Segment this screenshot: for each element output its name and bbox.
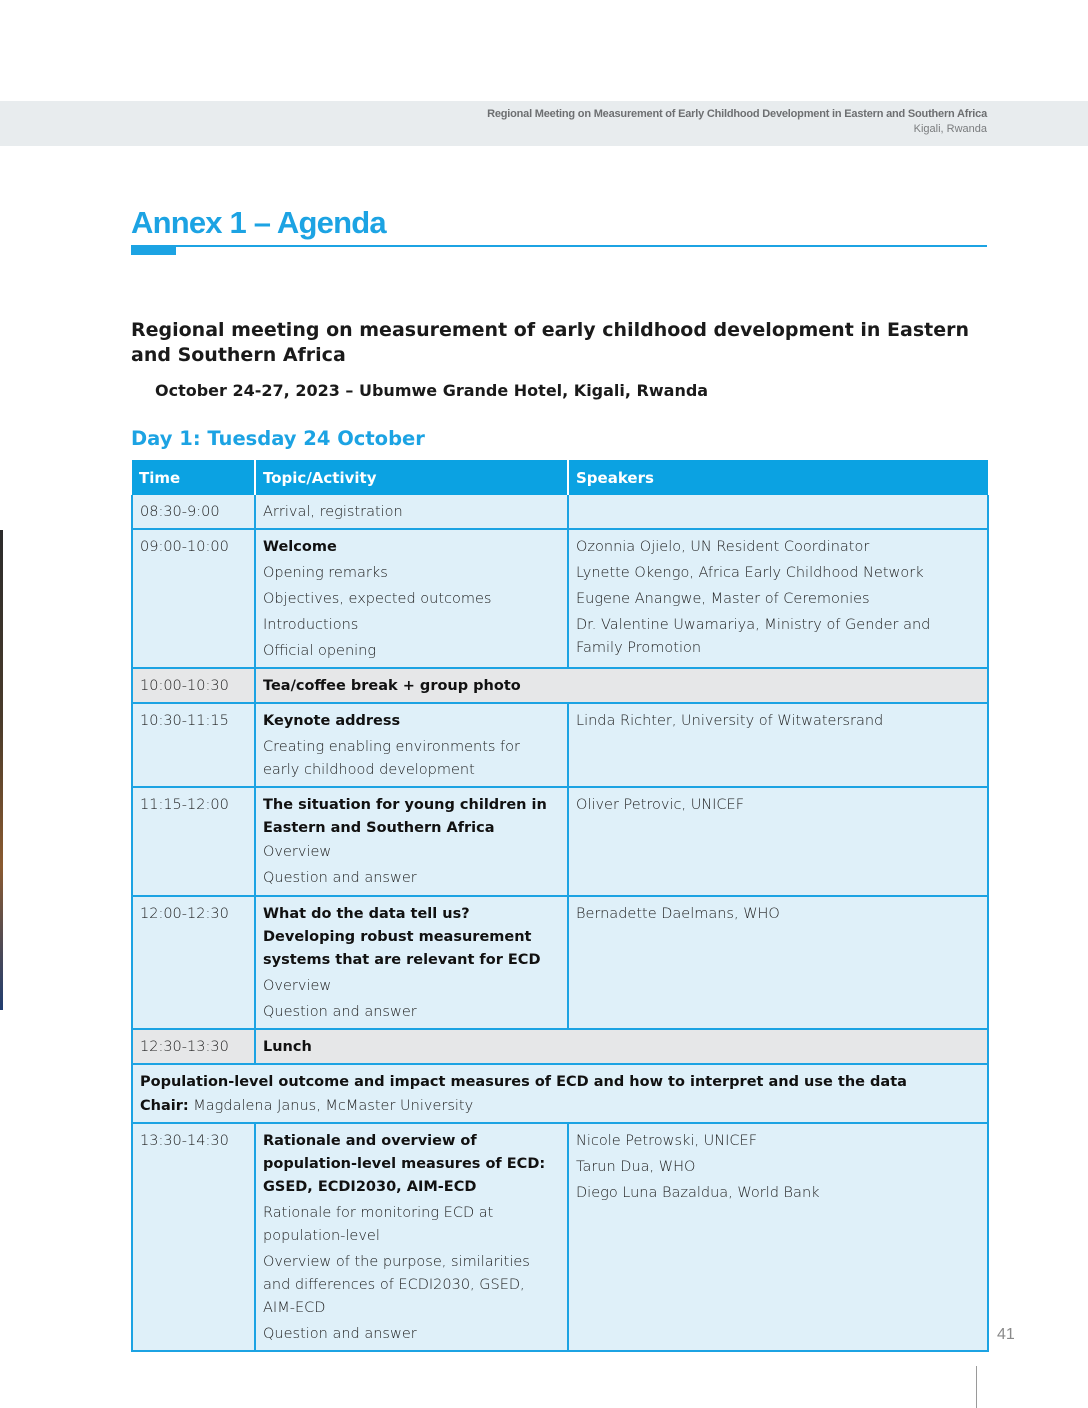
section-title: Population-level outcome and impact measures of ECD and how to interpret and use the data [140,1074,907,1090]
topic-cell [255,529,568,668]
speaker-name: Lynette Okengo, Africa Early Childhood Network [576,565,924,581]
topic-cell [255,1123,568,1351]
column-header-time: Time [132,460,255,495]
table-row [132,495,988,529]
speaker-name: Bernadette Daelmans, WHO [576,906,780,922]
topic-cell [255,703,568,787]
speakers-cell [568,495,988,529]
title-rule [131,245,987,247]
table-row [132,529,988,668]
table-row [132,1123,988,1351]
topic-item: Objectives, expected outcomes [263,591,492,607]
time-cell: 12:00-12:30 [132,896,255,1029]
speakers-cell [568,1123,988,1351]
speaker-name: Linda Richter, University of Witwatersrand [576,713,884,729]
time-cell: 08:30-9:00 [132,495,255,529]
time-cell: 11:15-12:00 [132,787,255,896]
page-edge-image-strip [0,530,3,1010]
topic-title: Keynote address [263,713,401,729]
topic-item: Overview of the purpose, similarities and differences of ECDI2030, GSED, AIM-ECD [263,1254,530,1316]
time-cell: 12:30-13:30 [132,1029,255,1064]
section-row [132,1064,988,1123]
speaker-name: Eugene Anangwe, Master of Ceremonies [576,591,870,607]
speaker-name: Nicole Petrowski, UNICEF [576,1133,758,1149]
table-row [132,703,988,787]
topic-item: Creating enabling environments for early childhood development [263,739,520,778]
speakers-cell [568,703,988,787]
speaker-name: Dr. Valentine Uwamariya, Ministry of Gender and Family Promotion [576,617,931,656]
running-header-title: Regional Meeting on Measurement of Early Childhood Development in Eastern and Southern Africa [487,108,987,120]
time-cell: 10:30-11:15 [132,703,255,787]
agenda-header-row [132,460,988,495]
topic-cell [255,1029,988,1064]
meeting-heading: Regional meeting on measurement of early childhood development in Eastern and Southern Africa [131,319,970,366]
table-row [132,896,988,1029]
topic-title: Rationale and overview of population-level measures of ECD: GSED, ECDI2030, AIM-ECD [263,1133,546,1195]
annex-title: Annex 1 – Agenda [131,205,386,240]
table-row-break [132,668,988,703]
topic-item: Rationale for monitoring ECD at population-level [263,1205,494,1244]
topic-title: The situation for young children in Eastern and Southern Africa [263,797,547,836]
topic-cell [255,668,988,703]
table-row-break [132,1029,988,1064]
running-header-location: Kigali, Rwanda [913,123,987,135]
topic-item: Overview [263,844,332,860]
section-cell [132,1064,988,1123]
topic-title: Welcome [263,539,337,555]
topic-item: Overview [263,978,332,994]
time-cell: 10:00-10:30 [132,668,255,703]
topic-item: Opening remarks [263,565,388,581]
section-chair [140,1095,980,1118]
page-number: 41 [997,1326,1015,1343]
speaker-name: Tarun Dua, WHO [576,1159,696,1175]
topic-item: Question and answer [263,1326,417,1342]
speaker-name: Ozonnia Ojielo, UN Resident Coordinator [576,539,870,555]
topic-title: What do the data tell us? Developing robust measurement systems that are relevant for ECD [263,906,541,968]
day-heading: Day 1: Tuesday 24 October [131,427,425,450]
time-cell: 09:00-10:00 [132,529,255,668]
meeting-dates: October 24-27, 2023 – Ubumwe Grande Hotel, Kigali, Rwanda [155,381,709,400]
topic-cell [255,787,568,896]
title-accent-bar [131,247,176,255]
chair-label: Chair: [140,1098,189,1114]
column-header-speakers: Speakers [568,460,988,495]
topic-title: Tea/coffee break + group photo [263,678,521,694]
topic-item: Question and answer [263,870,417,886]
chair-name: Magdalena Janus, McMaster University [193,1098,474,1114]
topic-title: Lunch [263,1039,312,1055]
topic-item: Question and answer [263,1004,417,1020]
topic-item: Official opening [263,643,377,659]
column-header-topic: Topic/Activity [255,460,568,495]
topic-cell [255,896,568,1029]
page-number-rule [976,1366,977,1408]
time-cell: 13:30-14:30 [132,1123,255,1351]
speakers-cell [568,529,988,668]
table-row [132,787,988,896]
speakers-cell [568,896,988,1029]
topic-item: Introductions [263,617,359,633]
speaker-name: Diego Luna Bazaldua, World Bank [576,1185,820,1201]
speaker-name: Oliver Petrovic, UNICEF [576,797,745,813]
agenda-table [131,460,989,1352]
speakers-cell [568,787,988,896]
topic-cell: Arrival, registration [255,495,568,529]
